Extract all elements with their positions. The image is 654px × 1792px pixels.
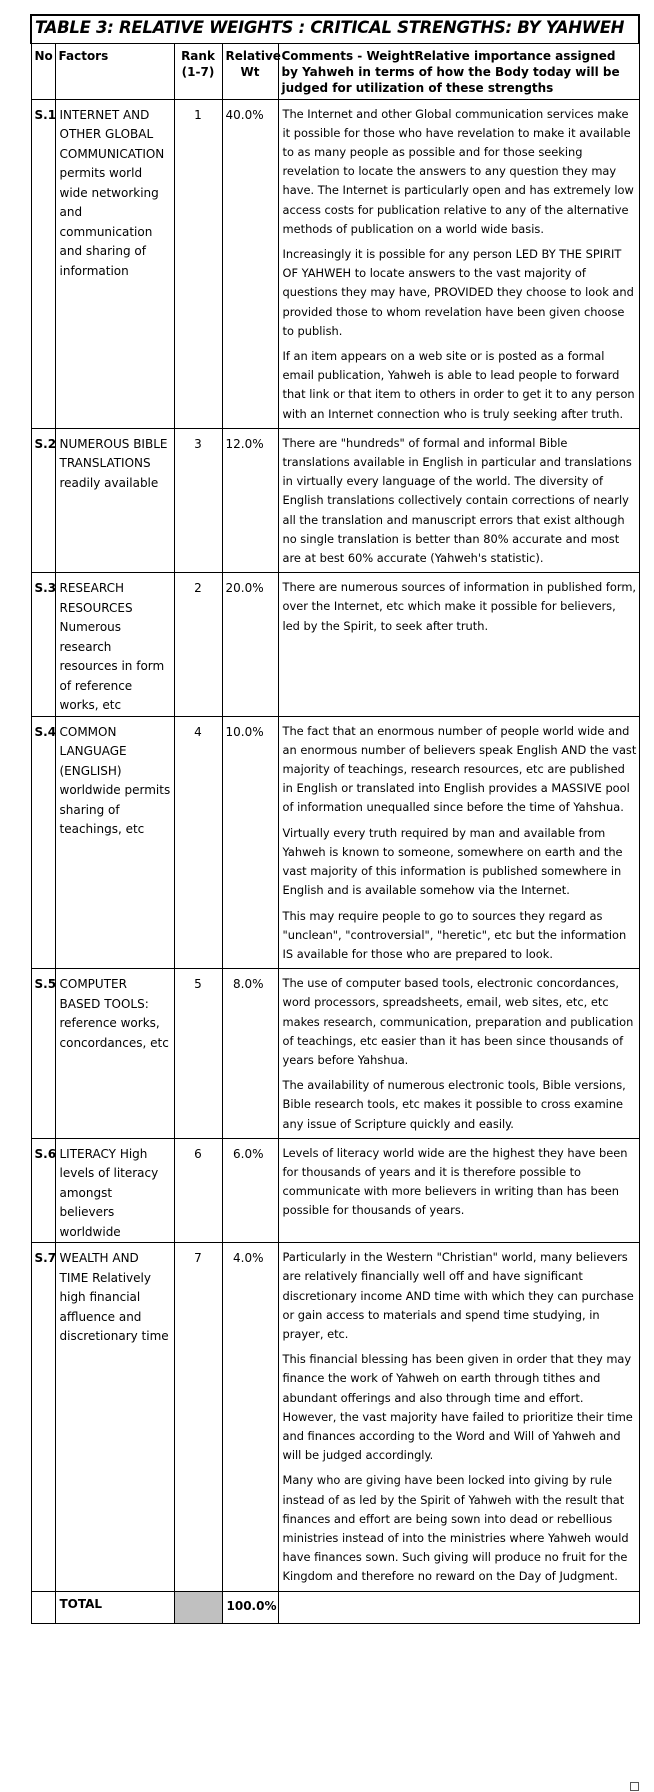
factor-cell xyxy=(55,573,174,717)
table-row xyxy=(31,573,639,717)
comments-cell xyxy=(278,428,639,572)
factor-title: NUMEROUS BIBLE TRANSLATIONS xyxy=(59,436,168,471)
comment-paragraph: Levels of literacy world wide are the highest they have been for thousands of years and it is therefore possible to communicate with more believers in writing than has been possible for thousands of years. xyxy=(282,1145,628,1218)
factor-title: COMPUTER BASED TOOLS: xyxy=(59,977,149,1011)
comment-paragraph: The availability of numerous electronic tools, Bible versions, Bible research tools, etc makes it possible to cross examine any issue of Scripture quickly and easily. xyxy=(282,1078,626,1131)
row-number: S.1 xyxy=(31,99,55,428)
comment-paragraph: Particularly in the Western "Christian" world, many believers are relatively financially well off and have significant discretionary income AND time with which they can purchase or gain access to materials and spend time studying, in prayer, etc. xyxy=(282,1250,634,1342)
table-resize-handle[interactable] xyxy=(630,1782,639,1791)
comment-paragraph: Many who are giving have been locked into giving by rule instead of as led by the Spirit of Yahweh with the result that finances and effort are being sown into dead or rebellious ministries instead of into the ministries where Yahweh would have finances sown. Such giving will produce no fruit for the Kingdom and therefore no reward on the Day of Judgment. xyxy=(282,1473,629,1584)
comment-paragraph: The use of computer based tools, electronic concordances, word processors, spreadsheets, email, web sites, etc, etc makes research, communication, preparation and publication of teachings, etc easier than it has been since thousands of years before Yahshua. xyxy=(282,976,634,1067)
table-row xyxy=(31,716,639,968)
row-number: S.2 xyxy=(31,428,55,572)
rank-value: 1 xyxy=(174,99,222,428)
row-number: S.6 xyxy=(31,1138,55,1243)
header-comments: Comments - WeightRelative importance assigned by Yahweh in terms of how the Body today will be judged for utilization of these strengths xyxy=(278,43,639,99)
table-row xyxy=(31,1243,639,1591)
factor-description: permits world wide networking and communication and sharing of information xyxy=(59,166,159,278)
relative-weight-value: 8.0% xyxy=(222,969,278,1139)
factor-description: Numerous research resources in form of reference works, etc xyxy=(59,620,165,713)
relative-weight-value: 6.0% xyxy=(222,1138,278,1243)
total-row xyxy=(31,1591,639,1623)
comment-paragraph: If an item appears on a web site or is posted as a formal email publication, Yahweh is able to lead people to forward that link or that item to others in order to get it to any person with an Internet connection who is truly seeking after truth. xyxy=(282,348,635,421)
comment-paragraph: There are "hundreds" of formal and informal Bible translations available in English in particular and translations in virtually every language of the world. The diversity of English translations collectively contain corrections of nearly all the translation and manuscript errors that exist although no single translation is better than 80% accurate and most are at best 60% accurate (Yahweh's statistic). xyxy=(282,435,632,565)
rank-value: 6 xyxy=(174,1138,222,1243)
factor-cell xyxy=(55,969,174,1139)
header-row xyxy=(31,43,639,99)
total-label: TOTAL xyxy=(55,1591,174,1623)
factor-description: reference works, concordances, etc xyxy=(59,1016,169,1050)
relative-weights-table xyxy=(30,14,640,1624)
comments-cell xyxy=(278,1243,639,1591)
factor-description: Relatively high financial affluence and discretionary time xyxy=(59,1270,169,1344)
table-row xyxy=(31,428,639,572)
relative-weight-value: 10.0% xyxy=(222,716,278,968)
rank-value: 4 xyxy=(174,716,222,968)
total-rank-shaded-cell xyxy=(174,1591,222,1623)
row-number: S.3 xyxy=(31,573,55,717)
header-relative-weight: Relative Wt xyxy=(222,43,278,99)
factor-cell xyxy=(55,99,174,428)
comment-paragraph: Virtually every truth required by man and available from Yahweh is known to someone, somewhere on earth and the vast majority of this information is published somewhere in English and is available somehow via the Internet. xyxy=(282,825,623,898)
comment-paragraph: There are numerous sources of information in published form, over the Internet, etc which make it possible for believers, led by the Spirit, to seek after truth. xyxy=(282,580,637,633)
row-number: S.4 xyxy=(31,716,55,968)
table-row xyxy=(31,1138,639,1243)
comments-cell xyxy=(278,1138,639,1243)
factor-cell xyxy=(55,716,174,968)
header-no: No xyxy=(31,43,55,99)
comment-paragraph: This financial blessing has been given in order that they may finance the work of Yahweh on earth through tithes and abundant offerings and also through time and effort. However, the vast majority have failed to prioritize their time and finances according to the Word and Will of Yahweh and will be judged accordingly. xyxy=(282,1352,633,1463)
relative-weight-value: 20.0% xyxy=(222,573,278,717)
comment-paragraph: The Internet and other Global communication services make it possible for those who have revelation to make it available to as many people as possible and for those seeking revelation to locate the answers to any question they may have. The Internet is particularly open and has extremely low access costs for publication relative to any of the alternative methods of publication on a world wide basis. xyxy=(282,106,634,236)
weights-table-sheet xyxy=(30,14,638,1624)
relative-weight-value: 12.0% xyxy=(222,428,278,572)
total-empty-cell xyxy=(31,1591,55,1623)
rank-value: 7 xyxy=(174,1243,222,1591)
table-row xyxy=(31,969,639,1139)
table-title: TABLE 3: RELATIVE WEIGHTS : CRITICAL STRENGTHS: BY YAHWEH xyxy=(31,15,639,43)
header-rank: Rank (1-7) xyxy=(174,43,222,99)
factor-title: INTERNET AND OTHER GLOBAL COMMUNICATION xyxy=(59,107,165,161)
comments-cell xyxy=(278,573,639,717)
factor-description: High levels of literacy amongst believers worldwide xyxy=(59,1146,159,1239)
table-row xyxy=(31,99,639,428)
factor-cell xyxy=(55,1138,174,1243)
rank-value: 3 xyxy=(174,428,222,572)
total-weight-value: 100.0% xyxy=(222,1591,278,1623)
factor-title: RESEARCH RESOURCES xyxy=(59,581,133,615)
comments-cell xyxy=(278,716,639,968)
relative-weight-value: 4.0% xyxy=(222,1243,278,1591)
factor-title: WEALTH AND TIME xyxy=(59,1251,139,1285)
relative-weight-value: 40.0% xyxy=(222,99,278,428)
comments-cell xyxy=(278,969,639,1139)
comment-paragraph: Increasingly it is possible for any person LED BY THE SPIRIT OF YAHWEH to locate answers to the vast majority of questions they may have, PROVIDED they choose to look and provided those to whom revelation have been given choose to publish. xyxy=(282,246,634,338)
factor-title: COMMON LANGUAGE xyxy=(59,724,127,759)
row-number: S.5 xyxy=(31,969,55,1139)
comment-paragraph: This may require people to go to sources they regard as "unclean", "controversial", "heretic", etc but the information IS available for those who are prepared to look. xyxy=(282,908,627,961)
factor-description: (ENGLISH) worldwide permits sharing of teachings, etc xyxy=(59,763,171,837)
comments-cell xyxy=(278,99,639,428)
comment-paragraph: The fact that an enormous number of people world wide and an enormous number of believers speak English AND the vast majority of teachings, research resources, etc are published in English or translated into English provides a MASSIVE pool of information unequalled since before the time of Yahshua. xyxy=(282,723,637,815)
factor-title: LITERACY xyxy=(59,1146,116,1161)
rank-value: 2 xyxy=(174,573,222,717)
factor-cell xyxy=(55,428,174,572)
factor-description: readily available xyxy=(59,475,159,490)
row-number: S.7 xyxy=(31,1243,55,1591)
total-comments-empty-cell xyxy=(278,1591,639,1623)
factor-cell xyxy=(55,1243,174,1591)
rank-value: 5 xyxy=(174,969,222,1139)
header-factors: Factors xyxy=(55,43,174,99)
